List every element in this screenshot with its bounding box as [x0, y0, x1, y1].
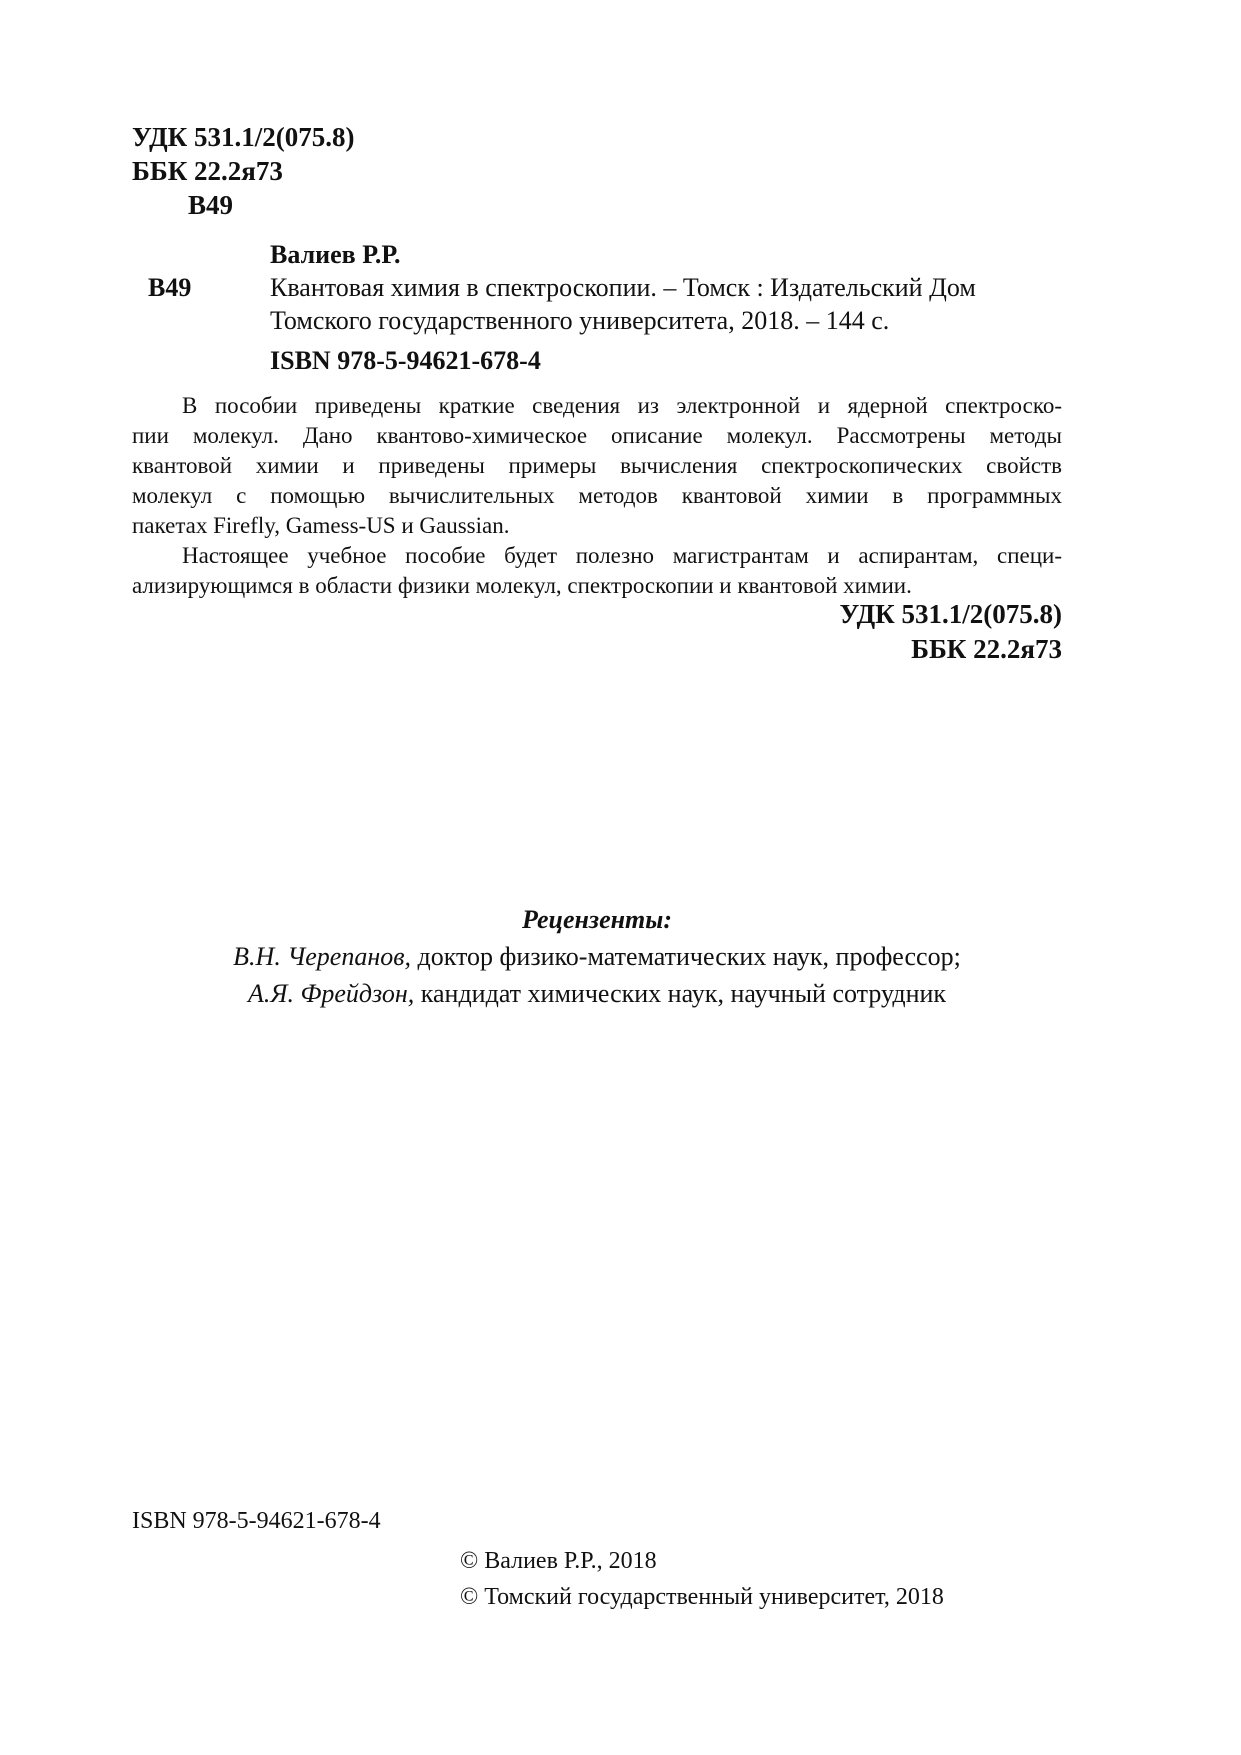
- abstract-line: В пособии приведены краткие сведения из электронной и ядерной спектроско-: [182, 393, 1062, 418]
- reviewers-list: [132, 938, 1062, 1012]
- author-name: Валиев Р.Р.: [270, 240, 401, 269]
- abstract-line: Настоящее учебное пособие будет полезно магистрантам и аспирантам, специ-: [182, 543, 1062, 568]
- bbk-code-right: ББК 22.2я73: [911, 634, 1062, 664]
- title-line: Квантовая химия в спектроскопии. – Томск : Издательский Дом: [270, 273, 976, 302]
- catalog-card: [132, 238, 1062, 377]
- copyright-block: [460, 1543, 944, 1615]
- reviewer-line: [132, 938, 1062, 975]
- abstract-line: молекул с помощью вычислительных методов квантовой химии в программных: [132, 483, 1062, 508]
- title-line: Томского государственного университета, 2018. – 144 с.: [270, 306, 890, 335]
- abstract-line: ализирующимся в области физики молекул, спектроскопии и квантовой химии.: [132, 573, 912, 598]
- classification-block: [132, 120, 354, 222]
- udk-code-right: УДК 531.1/2(075.8): [839, 599, 1062, 629]
- reviewer-degree: кандидат химических наук, научный сотрудник: [414, 979, 947, 1008]
- abstract: [132, 391, 1062, 601]
- copyright-line: © Валиев Р.Р., 2018: [460, 1548, 657, 1574]
- udk-code: УДК 531.1/2(075.8): [132, 122, 355, 152]
- abstract-line: квантовой химии и приведены примеры вычисления спектроскопических свойств: [132, 453, 1062, 478]
- author-sign-code: В49: [188, 190, 234, 220]
- bbk-code: ББК 22.2я73: [132, 156, 283, 186]
- isbn-card: ISBN 978-5-94621-678-4: [270, 346, 541, 375]
- reviewer-name: А.Я. Фрейдзон,: [247, 979, 415, 1008]
- reviewer-name: В.Н. Черепанов,: [233, 942, 412, 971]
- abstract-line: пии молекул. Дано квантово-химическое описание молекул. Рассмотрены методы: [132, 423, 1062, 448]
- abstract-paragraph-2: [132, 541, 1062, 601]
- copyright-line: © Томский государственный университет, 2018: [460, 1584, 944, 1610]
- abstract-paragraph-1: [132, 391, 1062, 541]
- author-sign-code-margin: В49: [148, 273, 192, 302]
- reviewers-heading: Рецензенты:: [522, 905, 672, 934]
- isbn-footer: ISBN 978-5-94621-678-4: [132, 1508, 381, 1534]
- reviewer-degree: доктор физико-математических наук, профессор;: [411, 942, 961, 971]
- classification-block-right: [132, 597, 1062, 667]
- reviewers-block: [132, 901, 1062, 1012]
- abstract-line: пакетах Firefly, Gamess-US и Gaussian.: [132, 513, 510, 538]
- title-lines: [270, 271, 1062, 337]
- reviewer-line: [132, 975, 1062, 1012]
